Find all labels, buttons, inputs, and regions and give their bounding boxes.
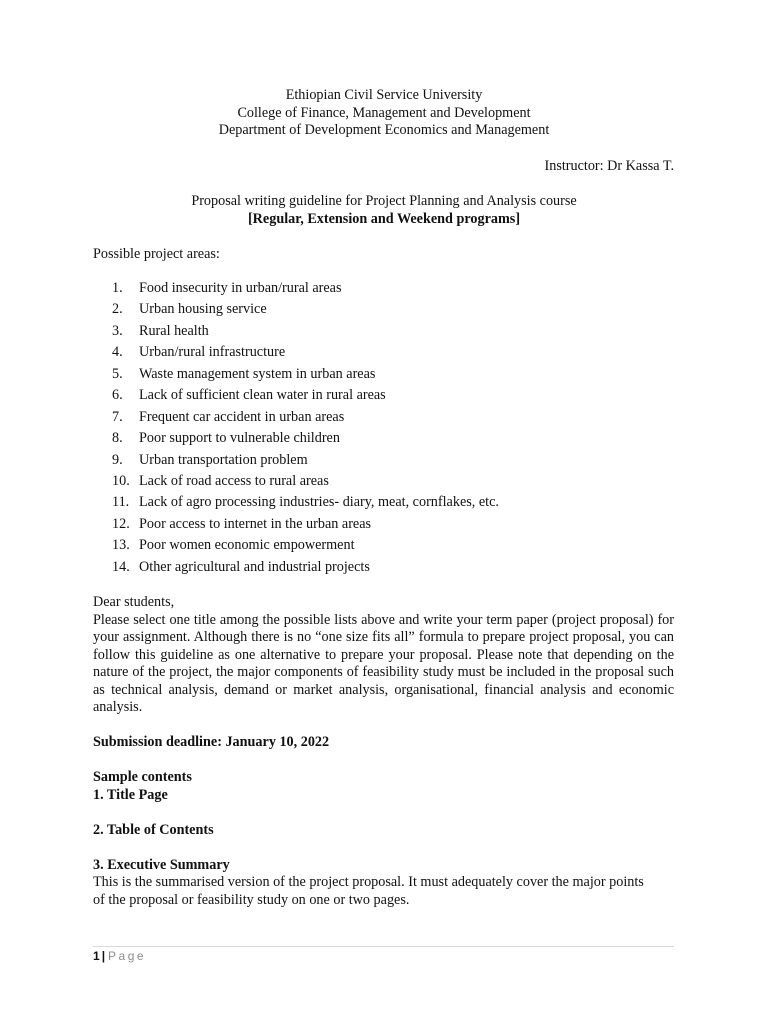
project-area-item [112, 366, 499, 387]
project-area-number: 12. [112, 515, 130, 532]
project-area-text: Poor support to vulnerable children [139, 430, 340, 447]
project-area-number: 14. [112, 558, 130, 575]
project-area-item [112, 537, 499, 558]
section-title-page: 1. Title Page [93, 786, 168, 803]
project-area-item [112, 516, 499, 537]
page-number: 1 [93, 949, 100, 963]
project-area-number: 13. [112, 537, 130, 554]
project-area-text: Urban housing service [139, 301, 267, 318]
project-area-text: Lack of agro processing industries- diary, meat, cornflakes, etc. [139, 494, 499, 511]
department-name: Department of Development Economics and Management [218, 122, 550, 138]
project-area-item [112, 323, 499, 344]
document-header [0, 87, 768, 140]
project-area-text: Poor access to internet in the urban areas [139, 515, 372, 532]
footer-divider [93, 946, 674, 947]
project-area-number: 1. [112, 280, 123, 296]
project-areas-heading: Possible project areas: [93, 246, 220, 262]
project-area-text: Rural health [139, 322, 209, 339]
project-area-item [112, 494, 499, 515]
guideline-title-block [0, 193, 768, 228]
page-footer [93, 948, 146, 964]
salutation: Dear students, [93, 594, 175, 610]
project-area-number: 4. [112, 344, 123, 361]
page-label: Page [108, 949, 147, 963]
project-area-text: Poor women economic empowerment [139, 537, 355, 554]
project-area-text: Lack of sufficient clean water in rural areas [139, 387, 386, 404]
project-area-text: Frequent car accident in urban areas [139, 408, 345, 425]
project-area-item [112, 301, 499, 322]
programs-line: [Regular, Extension and Weekend programs] [247, 210, 521, 227]
project-area-item [112, 387, 499, 408]
section-table-of-contents: 2. Table of Contents [93, 821, 214, 838]
project-area-text: Urban/rural infrastructure [139, 344, 286, 361]
project-area-item [112, 409, 499, 430]
project-area-item [112, 344, 499, 365]
project-area-number: 11. [112, 494, 130, 511]
instructions-paragraph: Please select one title among the possible lists above and write your term paper (project proposal) for your assignment. Although there is no “one size fits all” formula to prepare project proposal, you can follow this guideline as one alternative to prepare your proposal. Please note that depending on the nature of the project, the major components of feasibility study must be included in the proposal such as technical analysis, demand or market analysis, organisational, financial analysis and economic analysis. [93, 611, 674, 715]
project-area-item [112, 559, 499, 580]
executive-summary-text: This is the summarised version of the project proposal. It must adequately cover the major points of the proposal or feasibility study on one or two pages. [93, 874, 644, 908]
sample-contents-heading: Sample contents [93, 769, 192, 785]
project-area-item [112, 452, 499, 473]
submission-deadline: Submission deadline: January 10, 2022 [93, 734, 330, 750]
project-area-number: 10. [112, 472, 130, 489]
project-areas-list [112, 280, 499, 580]
project-area-number: 6. [112, 387, 123, 404]
project-area-text: Waste management system in urban areas [139, 365, 376, 382]
project-area-item [112, 430, 499, 451]
project-area-number: 2. [112, 301, 123, 318]
project-area-text: Lack of road access to rural areas [139, 472, 329, 489]
instructor-name: Instructor: Dr Kassa T. [544, 158, 674, 174]
project-area-number: 9. [112, 451, 123, 468]
college-name: College of Finance, Management and Development [237, 104, 531, 121]
project-area-text: Food insecurity in urban/rural areas [139, 280, 342, 296]
project-area-item [112, 473, 499, 494]
project-area-text: Other agricultural and industrial projects [139, 558, 370, 575]
guideline-title: Proposal writing guideline for Project Planning and Analysis course [191, 193, 577, 209]
project-area-item [112, 280, 499, 301]
project-area-number: 5. [112, 365, 123, 382]
project-area-number: 3. [112, 322, 123, 339]
university-name: Ethiopian Civil Service University [285, 87, 483, 103]
footer-separator: | [101, 949, 106, 963]
section-executive-summary: 3. Executive Summary [93, 856, 230, 873]
project-area-number: 8. [112, 430, 123, 447]
body-content [93, 594, 674, 909]
project-area-text: Urban transportation problem [139, 451, 308, 468]
project-area-number: 7. [112, 408, 123, 425]
